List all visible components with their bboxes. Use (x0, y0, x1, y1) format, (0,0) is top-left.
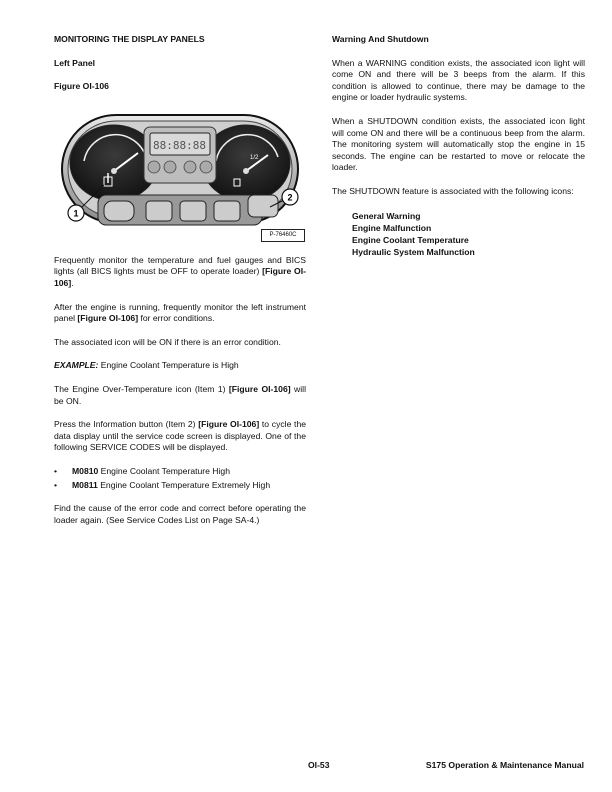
paragraph-shutdown: When a SHUTDOWN condition exists, the associated icon light will come ON and there will be a continuous beep from the alarm. The monitoring system will automatically stop the engine in 15 seconds. The engine can be restarted to move or relocate the loader. (332, 115, 585, 173)
manual-title: S175 Operation & Maintenance Manual (425, 760, 584, 770)
service-code-list (54, 466, 306, 491)
instrument-panel-illustration (54, 105, 306, 245)
lcd-digits: 88:88:88 (153, 138, 206, 152)
list-item: Engine Coolant Temperature (352, 234, 469, 245)
paragraph-shutdown-icons: The SHUTDOWN feature is associated with the following icons: (332, 185, 574, 196)
left-panel-subtitle: Left Panel (54, 57, 96, 68)
figure-code-label: P-76460C (261, 229, 305, 242)
information-button[interactable] (248, 195, 278, 217)
indicator-light-1-icon (148, 161, 160, 173)
list-item: • M0810 Engine Coolant Temperature High (54, 465, 230, 476)
figure-ref: [Figure OI-106] (54, 266, 306, 288)
paragraph-monitor-gauges: Frequently monitor the temperature and fuel gauges and BICS lights (all BICS lights must be OFF to operate loader) [Figure OI-106]. (54, 254, 306, 288)
figure-ref: [Figure OI-106] (228, 383, 291, 394)
bics-button-1[interactable] (146, 201, 172, 221)
figure-ref: [Figure OI-106] (77, 313, 139, 324)
list-item: • M0811 Engine Coolant Temperature Extremely High (54, 479, 271, 490)
paragraph-warning: When a WARNING condition exists, the associated icon light will come ON and there will be 3 beeps from the alarm. If this condition is allowed to continue, there may be damage to the engine or loader hydraulic systems. (332, 57, 585, 103)
indicator-light-3-icon (184, 161, 196, 173)
bics-button-2[interactable] (180, 201, 206, 221)
paragraph-find-cause: Find the cause of the error code and correct before operating the loader again. (See Service Codes List on Page SA-4.) (54, 503, 306, 525)
shutdown-icon-list (332, 210, 585, 258)
section-title: MONITORING THE DISPLAY PANELS (54, 34, 205, 44)
page-number: OI-53 (308, 760, 330, 770)
bics-button-3[interactable] (214, 201, 240, 221)
lights-button[interactable] (104, 201, 134, 221)
warning-shutdown-title: Warning And Shutdown (332, 34, 429, 44)
callout-1-label: 1 (73, 208, 79, 219)
paragraph-associated-icon: The associated icon will be ON if there is an error condition. (54, 336, 281, 347)
paragraph-example: EXAMPLE: Engine Coolant Temperature is High (54, 360, 239, 371)
figure-title: Figure OI-106 (54, 81, 109, 92)
list-item: General Warning (352, 210, 421, 221)
figure-ref: [Figure OI-106] (198, 419, 260, 430)
example-label: EXAMPLE: (54, 360, 99, 371)
callout-2-label: 2 (287, 192, 293, 203)
instrument-panel-figure (54, 105, 306, 245)
list-item: Engine Malfunction (352, 222, 432, 233)
fuel-gauge-half-label: 1/2 (250, 154, 259, 161)
left-column (54, 34, 306, 538)
indicator-light-4-icon (200, 161, 212, 173)
paragraph-after-running: After the engine is running, frequently monitor the left instrument panel [Figure OI-106] for error conditions. (54, 301, 306, 324)
indicator-light-2-icon (164, 161, 176, 173)
paragraph-info-button: Press the Information button (Item 2) [Figure OI-106] to cycle the data display until the service code screen is displayed. One of the following SERVICE CODES will be displayed. (54, 419, 307, 453)
paragraph-over-temp: The Engine Over-Temperature icon (Item 1) [Figure OI-106] will be ON. (54, 383, 306, 406)
list-item: Hydraulic System Malfunction (352, 246, 475, 257)
right-column (332, 34, 585, 258)
